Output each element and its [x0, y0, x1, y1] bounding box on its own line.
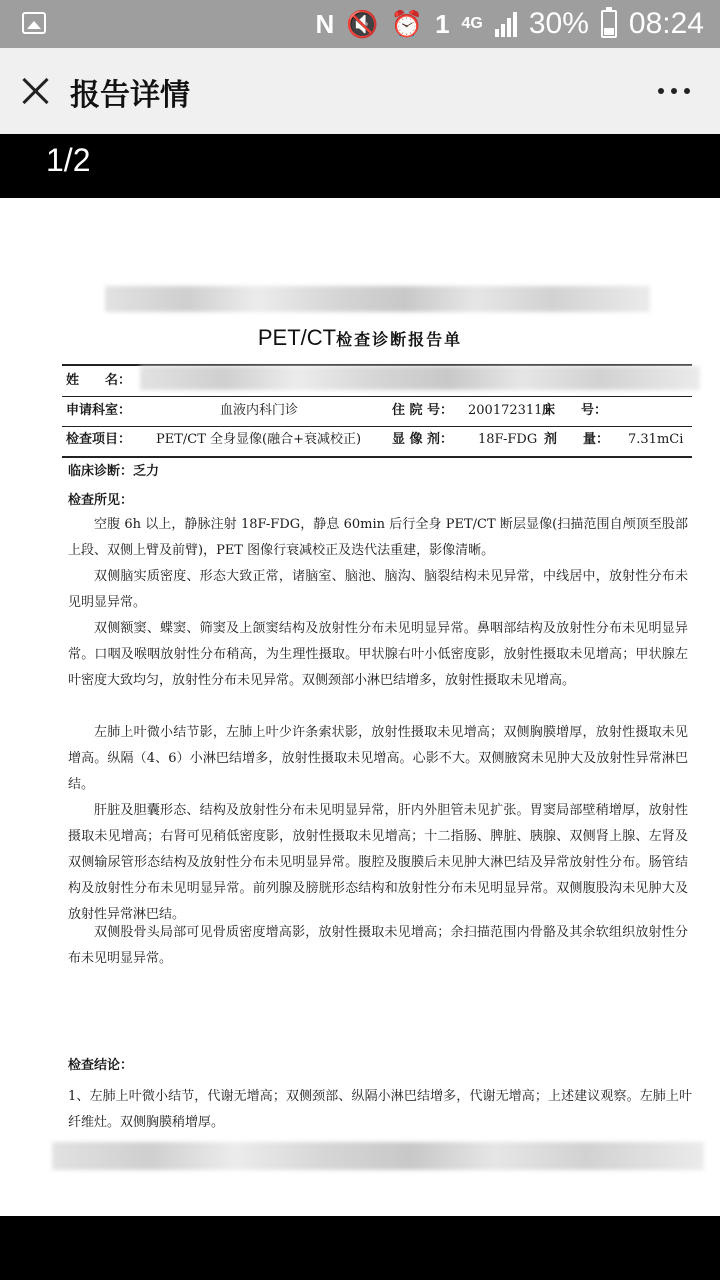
findings-paragraph: 空腹 6h 以上，静脉注射 18F-FDG，静息 60min 后行全身 PET/CT 断层显像(扫描范围自颅顶至股部上段、双侧上臂及前臂)，PET 图像行衰减校正及迭代法重建，影像清晰。	[68, 517, 688, 558]
report-title	[0, 325, 720, 351]
dose-label: 剂 量：	[544, 432, 610, 447]
exam-label: 检查项目：	[66, 432, 132, 447]
network-4g-icon: 4G	[461, 15, 483, 32]
dose-value: 7.31mCi	[628, 432, 684, 447]
diagnosis-value: 乏力	[133, 464, 160, 479]
redacted-footer	[52, 1142, 704, 1170]
alarm-icon: ⏰	[390, 9, 424, 39]
divider	[62, 396, 692, 397]
agent-value: 18F-FDG	[478, 432, 538, 447]
findings-paragraph: 双侧股骨头局部可见骨质密度增高影，放射性摄取未见增高；余扫描范围内骨骼及其余软组织放射性分布未见明显异常。	[68, 925, 688, 966]
exam-row	[66, 428, 692, 452]
divider	[62, 456, 692, 458]
viewer-header	[0, 134, 720, 198]
inpatient-value: 2001723111	[468, 403, 551, 418]
report-title-cn: 检查诊断报告单	[336, 330, 463, 349]
redacted-patient-info	[140, 366, 700, 390]
conclusion-text: 1、左肺上叶微小结节，代谢无增高；双侧颈部、纵隔小淋巴结增多，代谢无增高；上述建议观察。左肺上叶纤维灶。双侧胸膜稍增厚。	[68, 1089, 692, 1130]
mute-icon: 🔇	[346, 9, 379, 39]
image-icon	[22, 12, 46, 34]
department-row	[66, 399, 692, 423]
name-label: 姓 名：	[66, 373, 132, 388]
findings-paragraph: 双侧脑实质密度、形态大致正常，诸脑室、脑池、脑沟、脑裂结构未见异常，中线居中，放射性分布未见明显异常。	[68, 569, 688, 610]
exam-value: PET/CT 全身显像(融合+衰减校正)	[156, 432, 362, 447]
status-bar	[0, 0, 720, 48]
findings-paragraph: 肝脏及胆囊形态、结构及放射性分布未见明显异常，肝内外胆管未见扩张。胃窦局部壁稍增厚，放射性摄取未见增高；右肾可见稍低密度影，放射性摄取未见增高；十二指肠、脾脏、胰腺、双侧肾上腺、左肾及双侧输尿管形态结构及放射性分布未见明显异常。腹腔及腹膜后未见肿大淋巴结及异常放射性分布。肠管结构及放射性分布未见明显异常。前列腺及膀胱形态结构和放射性分布未见明显异常。双侧腹股沟未见肿大及放射性异常淋巴结。	[68, 803, 688, 922]
signal-icon	[495, 11, 517, 37]
clock: 08:24	[628, 7, 704, 40]
nav-bar	[0, 48, 720, 134]
agent-label: 显 像 剂：	[392, 432, 454, 447]
redacted-hospital-name	[105, 286, 650, 312]
inpatient-label: 住 院 号：	[392, 403, 454, 418]
viewer-footer	[0, 1216, 720, 1280]
page-title: 报告详情	[70, 78, 190, 113]
diagnosis-label: 临床诊断：	[68, 464, 134, 479]
page-indicator: 1/2	[46, 142, 91, 178]
diagnosis-line	[68, 460, 159, 479]
bed-label: 床 号：	[542, 403, 608, 418]
findings-paragraph: 左肺上叶微小结节影，左肺上叶少许条索状影，放射性摄取未见增高；双侧胸膜增厚，放射性摄取未见增高。纵隔（4、6）小淋巴结增多，放射性摄取未见增高。心影不大。双侧腋窝未见肿大及放射性异常淋巴结。	[68, 725, 688, 792]
close-icon[interactable]	[20, 76, 50, 106]
battery-icon	[601, 10, 617, 38]
findings-label: 检查所见：	[68, 493, 134, 508]
findings-paragraph: 双侧额窦、蝶窦、筛窦及上颌窦结构及放射性分布未见明显异常。鼻咽部结构及放射性分布未见明显异常。口咽及喉咽放射性分布稍高，为生理性摄取。甲状腺右叶小低密度影，放射性摄取未见增高；甲状腺左叶密度大致均匀，放射性分布未见异常。双侧颈部小淋巴结增多，放射性摄取未见增高。	[68, 621, 688, 688]
conclusion-label: 检查结论：	[68, 1058, 134, 1073]
report-page[interactable]	[0, 198, 720, 1216]
sim-icon: 1	[435, 9, 450, 39]
more-options-icon[interactable]	[658, 88, 690, 94]
report-title-latin: PET/CT	[257, 325, 337, 350]
battery-percent: 30%	[528, 7, 589, 40]
dept-value: 血液内科门诊	[220, 403, 299, 418]
dept-label: 申请科室：	[66, 403, 132, 418]
battery-fill	[604, 28, 614, 35]
divider	[62, 426, 692, 427]
n-icon: N	[315, 9, 335, 39]
